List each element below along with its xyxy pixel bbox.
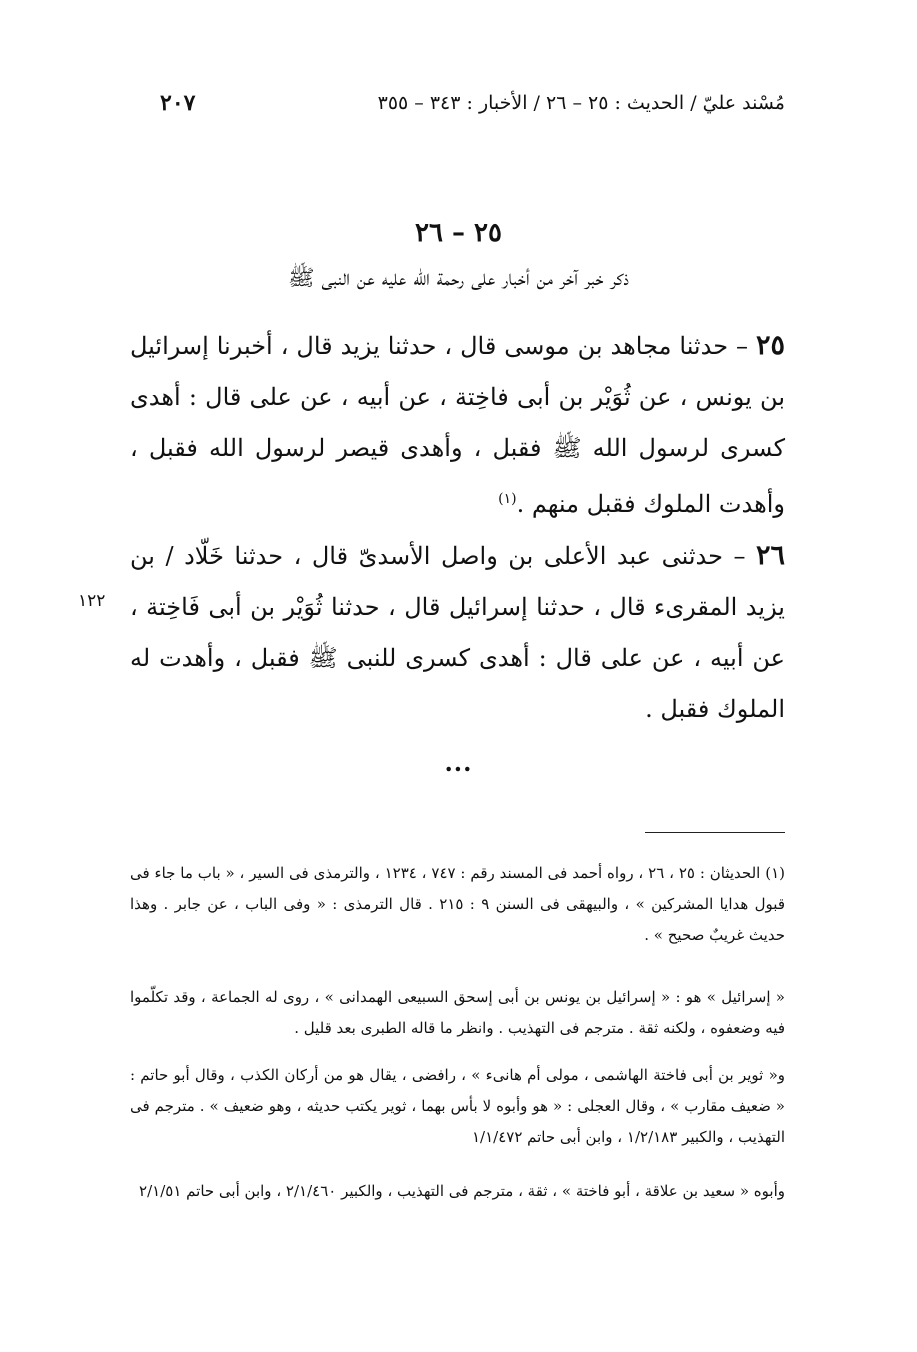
running-header-title: مُسْند عليّ / الحديث : ٢٥ – ٢٦ / الأخبار : ٣٤٣ – ٣٥٥ xyxy=(377,92,785,114)
hadith-26-paragraph xyxy=(130,530,785,735)
section-number: ٢٥ – ٢٦ xyxy=(415,218,502,248)
hadith-25-text: – حدثنا مجاهد بن موسى قال ، حدثنا يزيد قال ، أخبرنا إسرائيل بن يونس ، عن ثُوَيْر بن أبى فاخِتة ، عن أبيه ، عن على قال : أهدى كسرى لرسول الله ﷺ فقبل ، وأهدى قيصر لرسول الله فقبل ، وأهدت الملوك فقبل منهم . xyxy=(130,332,785,518)
section-title: ذكر خبر آخر من أخبار على رحمة الله عليه عن النبى ﷺ xyxy=(287,266,630,291)
hadith-26-text: – حدثنى عبد الأعلى بن واصل الأسدىّ قال ، حدثنا خَلّاد / بن يزيد المقرىء قال ، حدثنا إسرائيل قال ، حدثنا ثُوَيْر بن أبى فَاخِتة ، عن أبيه ، عن على قال : أهدى كسرى للنبى ﷺ فقبل ، وأهدت له الملوك فقبل . xyxy=(130,542,785,723)
footnote-1: (١) الحديثان : ٢٥ ، ٢٦ ، رواه أحمد فى المسند رقم : ٧٤٧ ، ١٢٣٤ ، والترمذى فى السير ، « باب ما جاء فى قبول هدايا المشركين » ، والبيهقى فى السنن ٩ : ٢١٥ . قال الترمذى : « وفى الباب ، عن جابر . وهذا حديث غريبٌ صحيح » . xyxy=(130,864,785,944)
section-end-mark: ... xyxy=(444,748,473,777)
footnote-reference: (١) xyxy=(498,491,517,507)
page-number: ٢٠٧ xyxy=(160,90,196,116)
hadith-25-number: ٢٥ xyxy=(755,330,785,361)
footnote-father: وأبوه « سعيد بن علاقة ، أبو فاختة » ، ثقة ، مترجم فى التهذيب ، والكبير ٢/١/٤٦٠ ، وابن أبى حاتم ٢/١/٥١ xyxy=(139,1182,785,1200)
hadith-25-paragraph xyxy=(130,320,785,530)
footnote-separator xyxy=(645,832,785,833)
margin-page-reference: ١٢٢ xyxy=(78,591,106,611)
hadith-26-number: ٢٦ xyxy=(755,540,785,571)
footnote-thuwayr: و« ثوير بن أبى فاختة الهاشمى ، مولى أم هانىء » ، رافضى ، يقال هو من أركان الكذب ، وقال أبو حاتم : « ضعيف مقارب » ، وقال العجلى : « هو وأبوه لا بأس بهما ، ثوير يكتب حديثه ، وهو ضعيف » . مترجم فى التهذيب ، والكبير ١/٢/١٨٣ ، وابن أبى حاتم ١/١/٤٧٢ xyxy=(130,1066,785,1146)
footnote-israil: « إسرائيل » هو : « إسرائيل بن يونس بن أبى إسحق السبيعى الهمدانى » ، روى له الجماعة ، وقد تكلّموا فيه وضعفوه ، ولكنه ثقة . مترجم فى التهذيب . وانظر ما قاله الطبرى بعد قليل . xyxy=(130,988,785,1037)
